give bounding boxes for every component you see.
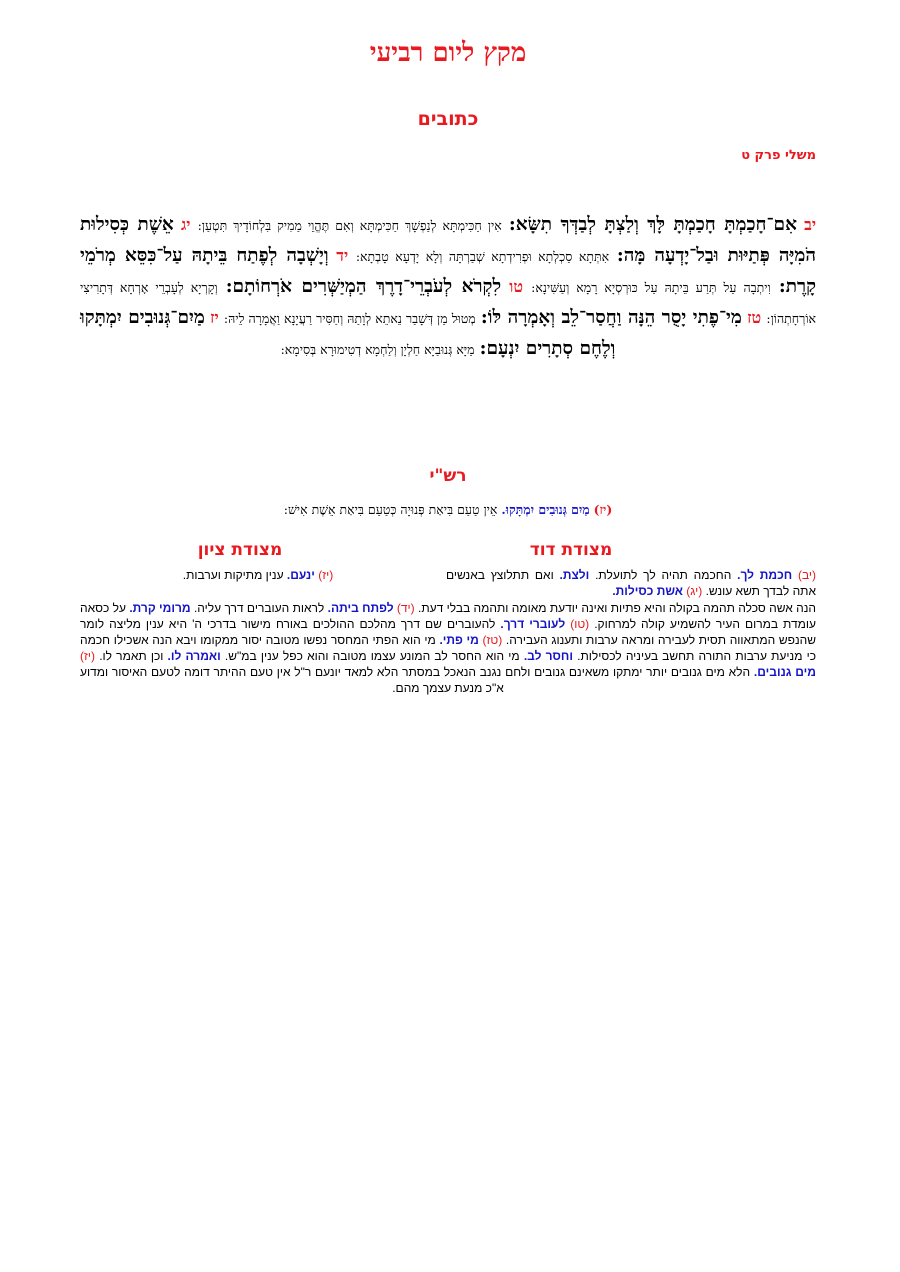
verse-targum: אִין חַכִּימְתָּא לְנַפְשָׁךְ חַכִּימְתָּא וְאִם תֶּהֱוֵי מַמִיק בִּלְחוֹדָיךְ תִּטְעַן: <box>197 218 502 233</box>
commentary-dibbur: לפתח ביתה. <box>327 601 394 615</box>
commentary-dibbur: לעוברי דרך. <box>500 617 566 631</box>
commentary-text: ענין מתיקות וערבות. <box>182 568 284 582</box>
verse-hebrew: אִם־חָכַמְתָּ חָכַמְתָּ לָּךְ וְלַצְתָּ לְבַדְּךָ תִשָּׂא: <box>508 214 797 235</box>
metzudat-david-first <box>446 567 816 599</box>
rashi-heading: רש"י <box>429 466 467 486</box>
verse-hebrew: וְיָשְׁבָה לְפֶתַח בֵּיתָהּ עַל־כִּסֵּא מְרֹמֵי קָרֶת: <box>80 245 817 297</box>
verses-block <box>80 210 816 365</box>
rashi-entry <box>80 502 816 518</box>
verse-hebrew: לִקְרֹא לְעֹבְרֵי־דָרֶךְ הַמְיַשְּׁרִים אֹרְחוֹתָם: <box>225 276 502 297</box>
verse <box>224 308 761 327</box>
commentary-verse-number: (יד) <box>396 601 415 615</box>
verse-targum: מְטוּל מַן דְּשָׁבַר נֵאתֵא לְוָתַהּ וְחַסִּיר רַעֲיָנָא וַאֲמָרָה לֵיהּ: <box>223 311 476 326</box>
verse-number: יג <box>180 215 191 234</box>
verse-targum: וִיתְבָה עַל תְּרַע בֵּיתָהּ עַל כּוּרְסְיָא רָמָא וְעַשִּׁינָא: <box>531 280 771 295</box>
commentary-verse-number: (טו) <box>570 617 590 631</box>
section-title: כתובים <box>417 108 479 130</box>
commentary-dibbur: מים גנובים. <box>753 665 816 679</box>
verse-hebrew: אֵשֶׁת כְּסִילוּת הֹמִיָּה פְּתַיּוּת וּבַל־יָדְעָה מָּה: <box>80 214 816 266</box>
metzudat-david-rest <box>80 600 816 696</box>
verse-targum: מַיָּא גְּנוּבַיָּא חַלְיָן וְלַחְמָא דְטִימוּרָא בְּסִימָא: <box>280 342 475 357</box>
page-title: מקץ ליום רביעי <box>369 38 527 68</box>
commentary-dibbur: וחסר לב. <box>523 649 573 663</box>
metzudat-zion-entry <box>80 567 436 583</box>
commentary-dibbur: מי פתי. <box>439 633 479 647</box>
metzudat-david-heading: מצודת דוד <box>529 540 613 560</box>
verse-number: טז <box>747 308 762 327</box>
commentary-verse-number: (יב) <box>797 568 817 582</box>
verse-targum: וְקָרְיָא לְעָבְרֵי אָרְחָא דְּתָרִיצִי אוֹרְחָתְהוֹן: <box>80 280 817 326</box>
verse-number: טו <box>509 277 523 296</box>
verse-hebrew: מִי־פֶתִי יָסֻר הֵנָּה וַחֲסַר־לֵב וְאָמְרָה לּוֹ: <box>480 307 742 328</box>
commentary-dibbur: חכמת לך. <box>737 568 793 582</box>
metzudat-zion-heading: מצודת ציון <box>197 540 283 560</box>
commentary-text: הנה אשה סכלה תהמה בקולה והיא פתיות ואינה יודעת מאומה ותהמה בבלי דעת. <box>418 601 816 615</box>
rashi-verse-number: (יז) <box>593 502 613 517</box>
verse-hebrew: מַיִם־גְּנוּבִים יִמְתָּקוּ וְלֶחֶם סְתָרִים יִנְעָם: <box>80 307 616 359</box>
commentary-text: על כסאה עומדת במרום העיר להשמיע קולה למרחוק. <box>80 601 816 631</box>
commentary-text: להעוברים שם דרך מהלכם ההולכים באורח מישור בדרכי ה' היא ענין מליצה לומר שהנפש המתאווה תסית לעבירה ומראה ערבות ותענוג העבירה. <box>80 617 816 647</box>
commentary-text: החכמה תהיה לך לתועלת. <box>595 568 732 582</box>
commentary-verse-number: (יז) <box>318 568 334 582</box>
verse-number: יב <box>804 215 817 234</box>
commentary-dibbur: ינעם. <box>286 568 315 582</box>
commentary-text: ואם תתלוצץ באנשים אתה לבדך תשא עונש. <box>446 568 816 598</box>
commentary-text: מי הוא הפתי המחסר נפשו מטובה יסור ממקומו ויבא הנה אשכילו חכמה כי מניעת ערבות התורה תחשב בעיניה לכסילות. <box>80 633 817 663</box>
rashi-text: אֵין טַעַם בִּיאַת פְּנוּיָה כְּטַעַם בִּיאַת אֵשֶׁת אִישׁ: <box>283 502 498 517</box>
commentary-verse-number: (יג) <box>686 584 703 598</box>
commentary-dibbur: ואמרה לו. <box>167 649 221 663</box>
commentary-text: מי הוא החסר לב המונע עצמו מטובה והוא כפל ענין במ"ש. <box>224 649 520 663</box>
chapter-label: משלי פרק ט <box>741 148 816 163</box>
verse-number: יד <box>336 246 349 265</box>
verse-number: יז <box>210 308 219 327</box>
commentary-text: הלא מים גנובים יותר ימתקו משאינם גנובים ולחם נגנב הנאכל במסתר הלא למאד יונעם ר"ל אין טעם ההיתר דומה לטעם האיסור ומדוע א"כ מנעת עצמך מהם. <box>80 665 751 695</box>
rashi-dibbur: מַיִם גְּנוּבִים יִמְתָּקוּ. <box>501 502 590 517</box>
commentary-verse-number: (טז) <box>482 633 503 647</box>
commentary-text: לראות העוברים דרך עליה. <box>193 601 325 615</box>
commentary-dibbur: מרומי קרת. <box>129 601 191 615</box>
commentary-text: וכן תאמר לו. <box>99 649 164 663</box>
commentary-verse-number: (יז) <box>80 649 95 663</box>
verse-targum: אִתְּתָא סַכְלְתָא וּפְרִידְתָא שְׁבַרְתָּה וְלָא יָדְעָא טָבְתָא: <box>355 249 610 264</box>
verse <box>198 215 816 234</box>
commentary-dibbur: אשת כסילות. <box>612 584 683 598</box>
commentary-dibbur: ולצת. <box>559 568 590 582</box>
